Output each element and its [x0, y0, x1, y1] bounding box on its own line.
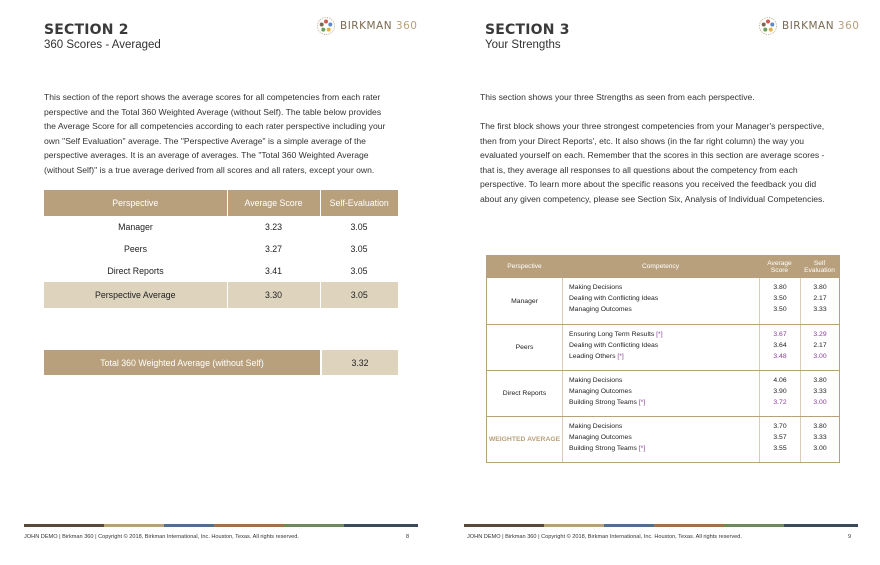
blind-spot-marker: [*] [638, 399, 646, 406]
weighted-average-value: 3.32 [322, 350, 398, 375]
average-score: 3.70 [773, 423, 787, 430]
competency-column [562, 371, 759, 416]
table-row [44, 260, 398, 282]
logo-wordmark: BIRKMAN [782, 20, 835, 32]
self-score: 2.17 [813, 295, 827, 302]
section-intro: This section shows your three Strengths as seen from each perspective. [480, 92, 755, 102]
competency-label: Managing Outcomes [569, 306, 632, 313]
competency-column [562, 278, 759, 324]
competency-name [569, 443, 759, 454]
section-title: SECTION 3 [485, 22, 570, 38]
competency-label: Managing Outcomes [569, 434, 632, 441]
competency-name [569, 421, 759, 432]
competency-name [569, 329, 759, 340]
competency-label: Dealing with Conflicting Ideas [569, 342, 659, 349]
competency-name [569, 397, 759, 408]
cell-average: 3.30 [227, 282, 320, 308]
average-score: 3.80 [773, 284, 787, 291]
average-score: 3.50 [773, 306, 787, 313]
competency-name [569, 282, 759, 293]
average-column [759, 417, 800, 462]
cell-average: 3.27 [264, 244, 283, 254]
average-column [759, 325, 800, 370]
self-score: 3.33 [813, 434, 827, 441]
description-line: This section of the report shows the average scores for all competencies from each rater [44, 92, 381, 102]
description-line: then from your Direct Reports', etc. It also shows (in the far right column) the way you [480, 135, 805, 146]
description-line: perspective. To learn more about the specific reasons you received the feedback you did [480, 179, 817, 190]
header-self-evaluation: Self Evaluation [804, 259, 835, 274]
self-column [800, 278, 839, 324]
footer-divider [24, 524, 418, 527]
page-number: 9 [848, 534, 852, 540]
header-self-evaluation: Self-Evaluation [320, 190, 398, 216]
competency-name [569, 432, 759, 443]
competency-name [569, 304, 759, 315]
competency-name [569, 351, 759, 362]
averages-table [44, 190, 398, 308]
section-description [44, 90, 406, 178]
strengths-group [487, 278, 839, 324]
description-line: (without Self)" is a true average derived from all scores and all raters, except your own. [44, 164, 375, 175]
competency-label: Building Strong Teams [569, 399, 637, 406]
section-description [480, 119, 855, 207]
cell-self: 3.05 [350, 244, 368, 254]
self-score: 3.33 [813, 306, 827, 313]
blind-spot-marker: [*] [617, 353, 624, 360]
cell-perspective: Perspective Average [44, 282, 227, 308]
self-column [800, 417, 839, 462]
description-line: about any given competency, please see Section Six, Analysis of Individual Competencies. [480, 193, 825, 204]
competency-label: Dealing with Conflicting Ideas [569, 295, 659, 302]
birkman-logo [758, 16, 859, 36]
competency-label: Ensuring Long Term Results [569, 331, 655, 338]
competency-label: Building Strong Teams [569, 445, 637, 452]
average-column [759, 371, 800, 416]
cell-average: 3.23 [264, 222, 283, 232]
cell-perspective: Direct Reports [107, 266, 164, 276]
logo-wordmark: BIRKMAN [340, 20, 393, 32]
footer-copyright: JOHN DEMO | Birkman 360 | Copyright © 2018, Birkman International, Inc. Houston, Texas. All rights reserved. [24, 534, 299, 540]
competency-column [562, 325, 759, 370]
average-score: 3.64 [773, 342, 787, 349]
average-score: 3.72 [773, 399, 787, 406]
group-perspective: WEIGHTED AVERAGE [488, 435, 561, 443]
footer-divider [464, 524, 858, 527]
description-line: evaluated yourself on each. Remember that the scores in this section are average scores - [480, 150, 825, 161]
self-score: 3.33 [813, 388, 827, 395]
description-line: perspective and the Total 360 Weighted Average (without Self). The table below provides [44, 106, 382, 117]
description-line: perspective averages. It is an average of averages. The "Total 360 Weighted Average [44, 150, 369, 161]
competency-name [569, 293, 759, 304]
cell-self: 3.05 [320, 282, 398, 308]
birkman-logo-icon [758, 16, 778, 36]
header-average-score: Average Score [767, 259, 792, 274]
header-competency: Competency [641, 263, 680, 271]
cell-perspective: Peers [124, 244, 147, 254]
description-line: own "Self Evaluation" average. The "Perspective Average" is a simple average of the [44, 135, 366, 146]
cell-self: 3.05 [350, 266, 368, 276]
competency-name [569, 375, 759, 386]
header-perspective: Perspective [44, 190, 227, 216]
average-column [759, 278, 800, 324]
group-perspective: Peers [515, 344, 534, 351]
table-row [44, 216, 398, 238]
average-score: 3.48 [773, 353, 787, 360]
table-header [487, 256, 839, 278]
self-score: 3.29 [813, 331, 827, 338]
birkman-logo-icon [316, 16, 336, 36]
self-score: 3.00 [813, 445, 827, 452]
section-title: SECTION 2 [44, 22, 129, 38]
self-score: 3.00 [813, 399, 827, 406]
cell-average: 3.41 [264, 266, 283, 276]
self-score: 3.80 [813, 423, 827, 430]
description-line: the Average Score for all competencies according to each rater perspective including your [44, 121, 386, 132]
average-score: 3.50 [773, 295, 787, 302]
description-line: The first block shows your three strongest competencies from your Manager's perspective, [480, 121, 825, 131]
self-score: 3.00 [813, 353, 827, 360]
cell-self: 3.05 [350, 222, 368, 232]
competency-name [569, 340, 759, 351]
weighted-average-label: Total 360 Weighted Average (without Self) [44, 350, 320, 375]
group-perspective: Manager [511, 297, 538, 305]
group-perspective: Direct Reports [502, 390, 547, 397]
self-column [800, 371, 839, 416]
logo-number: 360 [395, 20, 418, 32]
strengths-group [487, 416, 839, 462]
average-score: 3.57 [773, 434, 787, 441]
section-subtitle: 360 Scores - Averaged [44, 39, 161, 51]
self-score: 2.17 [813, 342, 827, 349]
blind-spot-marker: [*] [638, 445, 646, 452]
birkman-logo [316, 16, 417, 36]
logo-number: 360 [837, 20, 860, 32]
competency-label: Making Decisions [569, 284, 623, 291]
self-score: 3.80 [813, 377, 827, 384]
header-average-score: Average Score [227, 190, 320, 216]
page-number: 8 [406, 534, 410, 540]
competency-label: Managing Outcomes [569, 388, 632, 395]
table-header [44, 190, 398, 216]
strengths-group [487, 370, 839, 416]
competency-label: Making Decisions [569, 377, 623, 384]
competency-name [569, 386, 759, 397]
description-line: that is, they average all responses to all questions about the competency from each [480, 164, 798, 175]
average-score: 3.67 [773, 331, 787, 338]
average-score: 3.90 [773, 388, 787, 395]
average-score: 4.06 [773, 377, 787, 384]
competency-label: Leading Others [569, 353, 616, 360]
self-score: 3.80 [813, 284, 827, 291]
average-score: 3.55 [773, 445, 787, 452]
competency-label: Making Decisions [569, 423, 623, 430]
strengths-table [486, 255, 840, 463]
cell-perspective: Manager [118, 222, 153, 232]
perspective-average-row [44, 282, 398, 308]
table-row [44, 238, 398, 260]
strengths-group [487, 324, 839, 370]
competency-column [562, 417, 759, 462]
blind-spot-marker: [*] [656, 331, 663, 338]
footer-copyright: JOHN DEMO | Birkman 360 | Copyright © 2018, Birkman International, Inc. Houston, Texas. All rights reserved. [467, 534, 742, 540]
header-perspective: Perspective [507, 263, 542, 271]
section-subtitle: Your Strengths [485, 39, 561, 51]
weighted-average-box [44, 350, 398, 375]
self-column [800, 325, 839, 370]
